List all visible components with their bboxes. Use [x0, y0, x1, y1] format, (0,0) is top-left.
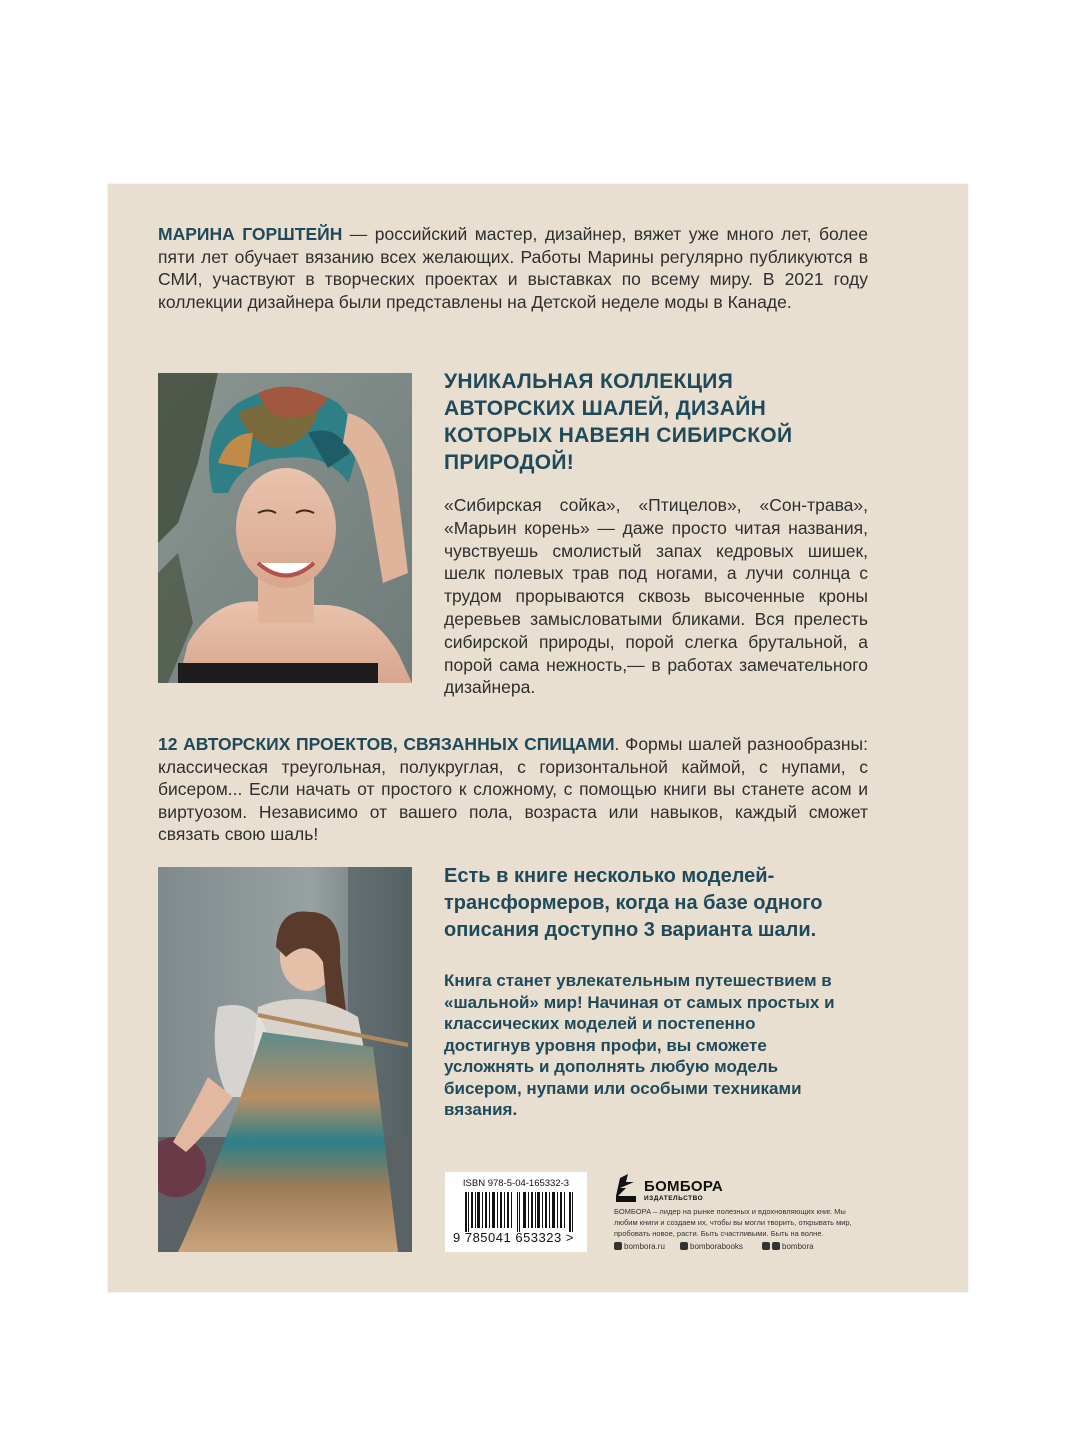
bombora-logo-icon [614, 1174, 640, 1202]
social-link-video: bombora [762, 1242, 814, 1251]
description-paragraph: «Сибирская сойка», «Птицелов», «Сон-трава», «Марьин корень» — даже просто читая названия, чувствуешь смолистый запах кедровых шишек, шелк полевых трав под ногами, а лучи солнца с трудом прорываются сквозь высоченные кроны деревьев замысловатыми бликами. Вся прелесть сибирской природы, порой слегка брутальной, а порой сама нежность,— в работах замечательного дизайнера. [444, 495, 868, 698]
author-intro [158, 223, 868, 313]
publisher-subtitle: ИЗДАТЕЛЬСТВО [644, 1195, 704, 1202]
journey-paragraph: Книга станет увлекательным путешествием в «шальной» мир! Начиная от самых простых и классических моделей и постепенно достигнув уровня профи, вы сможете усложнять и дополнять любую модель бисером, нупами или особыми техниками вязания. [444, 971, 835, 1119]
telegram-icon [772, 1242, 780, 1250]
author-name: МАРИНА ГОРШТЕЙН [158, 224, 343, 244]
projects-highlight: 12 АВТОРСКИХ ПРОЕКТОВ, СВЯЗАННЫХ СПИЦАМИ [158, 734, 615, 754]
publisher-name: БОМБОРА [644, 1178, 724, 1195]
video-icon [762, 1242, 770, 1250]
isbn-barcode-box [445, 1172, 587, 1252]
author-intro-text: — российский мастер, дизайнер, вяжет уже много лет, более пяти лет обучает вязанию всех желающих. Работы Марины регулярно публикуются в СМИ, участвуют в творческих проектах и выставках по всему миру. В 2021 году коллекции дизайнера были представлены на Детской неделе моды в Канаде. [158, 224, 868, 312]
projects-text: . Формы шалей разнообразны: классическая треугольная, полукруглая, с горизонтальной каймой, с нупами, с бисером... Если начать от простого к сложному, с помощью книги вы станете асом и виртуозом. Независимо от вашего пола, возраста или навыков, каждый сможет связать свою шаль! [158, 734, 868, 844]
headline-unique-collection: УНИКАЛЬНАЯ КОЛЛЕКЦИЯ АВТОРСКИХ ШАЛЕЙ, ДИЗАЙН КОТОРЫХ НАВЕЯН СИБИРСКОЙ ПРИРОДОЙ! [444, 370, 793, 474]
social-link-vk: bomborabooks [680, 1242, 743, 1251]
isbn-label: ISBN 978-5-04-165332-3 [462, 1178, 570, 1189]
headline-transformers: Есть в книге несколько моделей-трансформеров, когда на базе одного описания доступно 3 варианта шали. [444, 865, 823, 941]
vk-icon [680, 1242, 688, 1250]
barcode-icon [465, 1192, 575, 1232]
author-portrait-photo [158, 373, 412, 683]
publisher-description: БОМБОРА – лидер на рынке полезных и вдохновляющих книг. Мы любим книги и создаем их, чтобы вы могли творить, открывать мир, пробовать новое, расти. Быть счастливыми. Быть на волне. [614, 1207, 852, 1238]
projects-paragraph [158, 733, 868, 846]
web-icon [614, 1242, 622, 1250]
knitting-woman-photo [158, 867, 412, 1252]
isbn-number: 9 785041 653323 > [453, 1230, 574, 1245]
social-link-site: bombora.ru [614, 1242, 665, 1251]
